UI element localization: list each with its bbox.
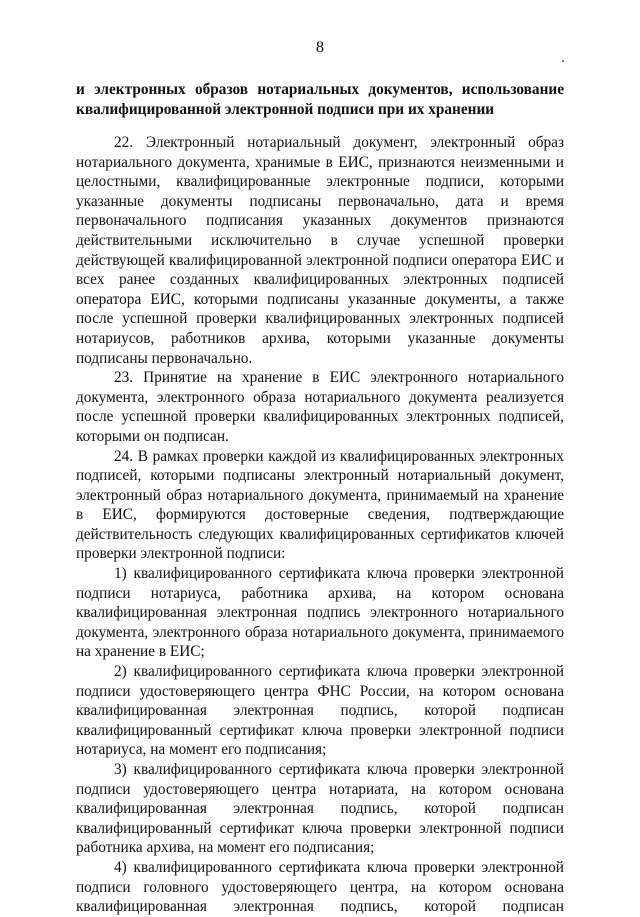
paragraph-24: 24. В рамках проверки каждой из квалифицированных электронных подписей, которыми подписаны электронный нотариальный документ, электронный образ нотариального документа, принимаемый на хранение в ЕИС, формируются достоверные сведения, подтверждающие действительность следующих квалифицированных сертификатов ключей проверки электронной подписи: <box>76 447 564 563</box>
list-item-3: 3) квалифицированного сертификата ключа проверки электронной подписи удостоверяющего центра нотариата, на котором основана квалифицированная электронная подпись, которой подписан квалифицированный сертификат ключа проверки электронной подписи работника архива, на момент его подписания; <box>76 761 564 857</box>
page-number: 8 <box>316 39 324 56</box>
body-text <box>76 133 564 917</box>
list-item-4: 4) квалифицированного сертификата ключа проверки электронной подписи головного удостоверяющего центра, на котором основана квалифицированная электронная подпись, которой подписан <box>76 858 564 916</box>
section-heading: и электронных образов нотариальных документов, использование квалифицированной электронной подписи при их хранении <box>76 81 564 118</box>
list-item-2: 2) квалифицированного сертификата ключа проверки электронной подписи удостоверяющего центра ФНС России, на котором основана квалифицированная электронная подпись, которой подписан квалифицированный сертификат ключа проверки электронной подписи нотариуса, на момент его подписания; <box>76 663 564 759</box>
list-item-1: 1) квалифицированного сертификата ключа проверки электронной подписи нотариуса, работника архива, на котором основана квалифицированная электронная подпись электронного нотариального документа, электронного образа нотариального документа, принимаемого на хранение в ЕИС; <box>76 565 564 661</box>
scan-speck <box>562 60 564 62</box>
paragraph-23: 23. Принятие на хранение в ЕИС электронного нотариального документа, электронного образа нотариального документа реализуется после успешной проверки квалифицированных электронных подписей, которыми он подписан. <box>76 369 564 445</box>
paragraph-22: 22. Электронный нотариальный документ, электронный образ нотариального документа, хранимые в ЕИС, признаются неизменными и целостными, квалифицированные электронные подписи, которыми указанные документы подписаны первоначально, дата и время первоначального подписания указанных документов признаются действительными исключительно в случае успешной проверки действующей квалифицированной электронной подписи оператора ЕИС и всех ранее созданных квалифицированных электронных подписей оператора ЕИС, которыми подписаны указанные документы, а также после успешной проверки квалифицированных электронных подписей нотариусов, работников архива, которыми указанные документы подписаны первоначально. <box>76 134 564 367</box>
